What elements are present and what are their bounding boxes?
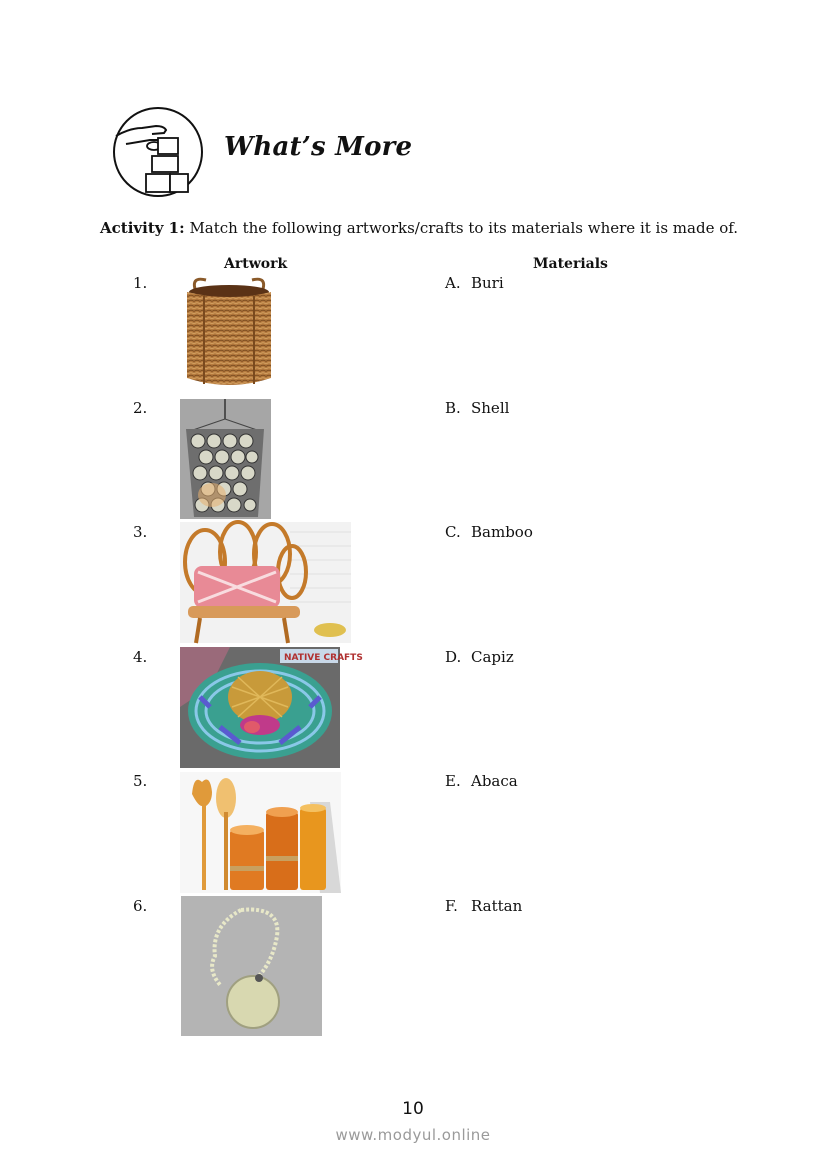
material-letter: D.	[445, 648, 462, 666]
material-letter: C.	[445, 523, 461, 541]
watermark: www.modyul.online	[335, 1126, 491, 1144]
item-number-5: 5.	[133, 772, 148, 790]
artwork-column-header: Artwork	[224, 256, 288, 272]
bamboo-utensils-picture	[180, 772, 341, 893]
material-option	[445, 648, 514, 666]
material-name: Rattan	[471, 897, 523, 915]
item-number-2: 2.	[133, 399, 148, 417]
material-option	[445, 274, 504, 292]
material-letter: B.	[445, 399, 461, 417]
material-option	[445, 772, 518, 790]
section-title: What’s More	[224, 132, 413, 162]
activity-text: Match the following artworks/crafts to its materials where it is made of.	[189, 219, 739, 237]
material-name: Buri	[471, 274, 504, 292]
material-letter: F.	[445, 897, 458, 915]
activity-instruction	[100, 219, 738, 237]
svg-text:NATIVE CRAFTS: NATIVE CRAFTS	[284, 653, 363, 663]
page-number: 10	[402, 1099, 424, 1119]
peacock-chair-picture	[180, 522, 351, 643]
material-name: Abaca	[471, 772, 518, 790]
material-name: Shell	[471, 399, 510, 417]
activity-label: Activity 1:	[100, 219, 185, 237]
shell-necklace-picture	[181, 896, 322, 1036]
material-option	[445, 523, 533, 541]
item-number-1: 1.	[133, 274, 148, 292]
material-name: Bamboo	[471, 523, 533, 541]
material-letter: E.	[445, 772, 461, 790]
material-letter: A.	[445, 274, 461, 292]
material-option	[445, 399, 509, 417]
material-option	[445, 897, 522, 915]
hand-placing-blocks-icon	[112, 106, 204, 198]
material-name: Capiz	[471, 648, 514, 666]
item-number-3: 3.	[133, 523, 148, 541]
woven-basket-picture	[182, 274, 276, 391]
item-number-6: 6.	[133, 897, 148, 915]
woven-hat-picture	[180, 647, 363, 768]
item-number-4: 4.	[133, 648, 148, 666]
materials-column-header: Materials	[533, 256, 608, 272]
hanging-lamp-picture	[180, 399, 271, 519]
